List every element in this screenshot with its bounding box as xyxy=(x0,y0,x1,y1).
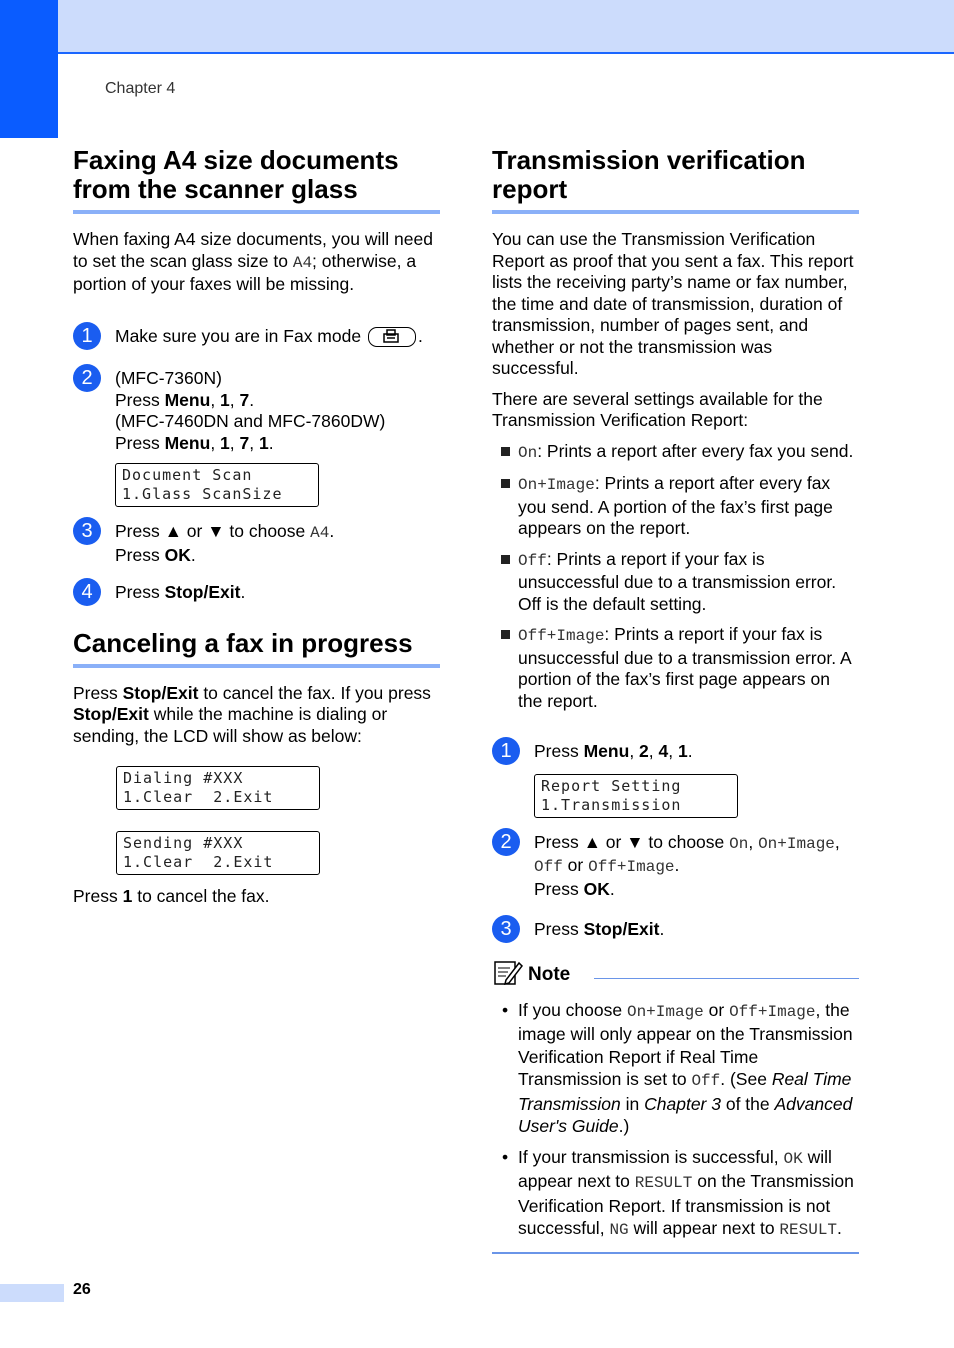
cancel-end-paragraph: Press 1 to cancel the fax. xyxy=(73,886,270,906)
section-title-transmission: Transmission verification report xyxy=(492,146,859,214)
option-off: Off: Prints a report if your fax is unsuccessful due to a transmission error. Off is the default setting. xyxy=(492,549,859,616)
report-step-3: 3 Press Stop/Exit. xyxy=(492,919,859,941)
option-off-image: Off+Image: Prints a report if your fax is unsuccessful due to a transmission error. A portion of the fax’s first page appears on the report. xyxy=(492,624,859,712)
note-pencil-icon xyxy=(492,958,524,993)
note-bullet-1: • If you choose On+Image or Off+Image, the image will only appear on the Transmission Verification Report if Real Time Transmission is set to Off. (See Real Time Transmission in Chapter 3 of the Advanced User's Guide.) xyxy=(502,999,853,1136)
report-step-2: 2 Press ▲ or ▼ to choose On, On+Image, Off or Off+Image. Press OK. xyxy=(492,832,859,901)
step-2: 2 (MFC-7360N) Press Menu, 1, 7. (MFC-7460DN and MFC-7860DW) Press Menu, 1, 7, 1. Document Scan 1.Glass ScanSize xyxy=(73,368,440,507)
report-step-1: 1 Press Menu, 2, 4, 1. Report Setting 1.Transmission xyxy=(492,741,859,818)
step-3: 3 Press ▲ or ▼ to choose A4. Press OK. xyxy=(73,521,440,566)
note-end-rule xyxy=(492,1252,859,1254)
lcd-dialing: Dialing #XXX 1.Clear 2.Exit xyxy=(116,766,320,810)
page-number-bar xyxy=(0,1284,64,1302)
transmission-paragraph-1: You can use the Transmission Verification Report as proof that you sent a fax. This report lists the receiving party’s name or fax number, the time and date of transmission, duration of transmission, number of pages sent, and whether or not the transmission was successful. xyxy=(492,229,854,378)
section-title-faxing-a4: Faxing A4 size documents from the scanner glass xyxy=(73,146,440,214)
step-number: 1 xyxy=(73,322,101,350)
step-1: 1 Make sure you are in Fax mode . xyxy=(73,326,440,348)
page-number: 26 xyxy=(73,1281,91,1298)
note-bullet-2: • If your transmission is successful, OK will appear next to RESULT on the Transmission Verification Report. If transmission is not successful, NG will appear next to RESULT. xyxy=(502,1146,854,1239)
fax-mode-icon xyxy=(368,327,416,347)
left-column xyxy=(73,146,440,908)
lcd-report-setting: Report Setting 1.Transmission xyxy=(534,774,738,818)
intro-paragraph: When faxing A4 size documents, you will need to set the scan glass size to A4; otherwise, a portion of your faxes will be missing. xyxy=(73,229,433,294)
chapter-label: Chapter 4 xyxy=(105,80,176,97)
step-4: 4 Press Stop/Exit. xyxy=(73,582,440,604)
note-header xyxy=(492,958,859,993)
lcd-display: Document Scan 1.Glass ScanSize xyxy=(115,463,319,507)
cancel-paragraph: Press Stop/Exit to cancel the fax. If you press Stop/Exit while the machine is dialing or sending, the LCD will show as below: xyxy=(73,682,431,746)
lcd-sending: Sending #XXX 1.Clear 2.Exit xyxy=(116,831,320,875)
option-on-image: On+Image: Prints a report after every fax you send. A portion of the fax’s first page appears on the report. xyxy=(492,473,859,540)
header-bar xyxy=(0,0,954,54)
section-title-canceling: Canceling a fax in progress xyxy=(73,629,440,668)
chapter-tab xyxy=(0,0,58,138)
right-column xyxy=(492,146,859,1254)
note-title: Note xyxy=(528,964,571,985)
option-on: On: Prints a report after every fax you send. xyxy=(492,441,859,465)
transmission-paragraph-2: There are several settings available for the Transmission Verification Report: xyxy=(492,388,823,430)
